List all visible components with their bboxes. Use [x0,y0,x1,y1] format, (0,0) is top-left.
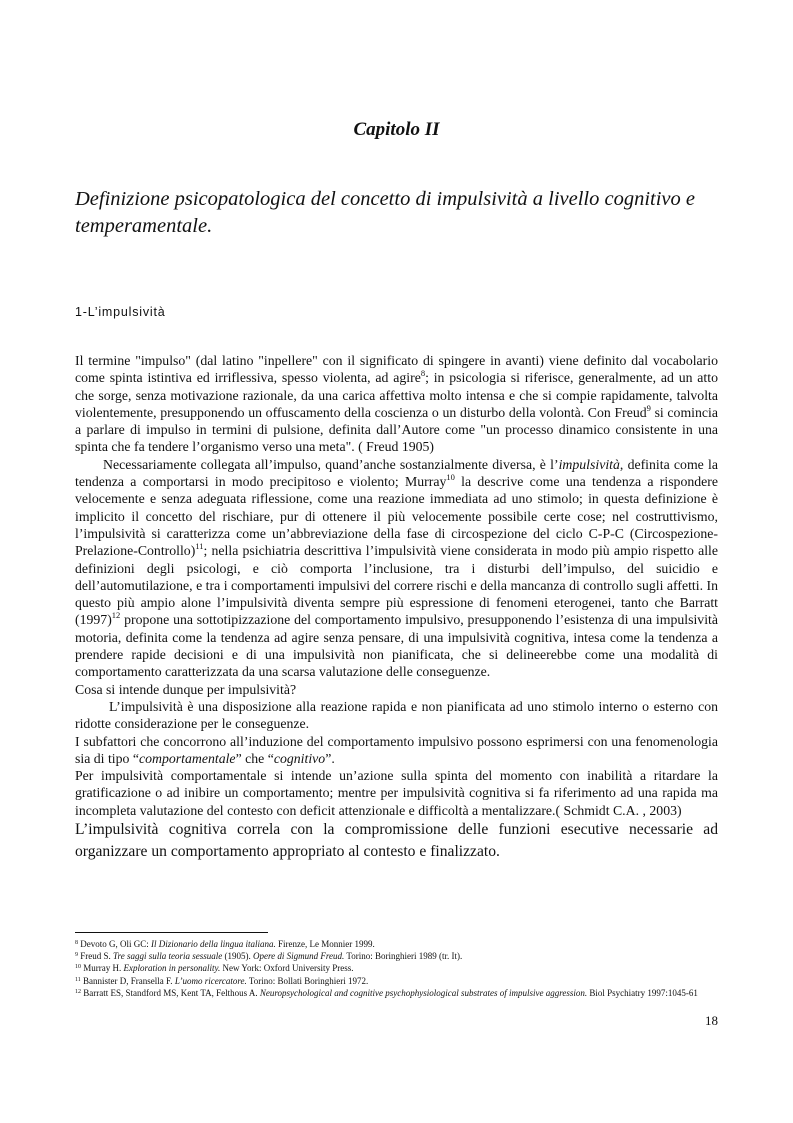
footnote-number: 9 [75,952,78,959]
body-text [75,352,718,862]
footnote-ref: 10 [446,472,455,483]
emphasis: cognitivo [273,750,326,766]
emphasis: comportamentale [139,750,236,766]
footnote-text: Bannister D, Fransella F. [80,975,175,986]
footnote-text: Devoto G, Oli GC: [78,939,151,949]
footnote-text: Murray H. [81,963,124,974]
footnote-title: Neuropsychological and cognitive psychophysiological substrates of impulsive aggression. [259,987,588,998]
emphasis: impulsività [558,456,620,472]
footnote-title: Opere di Sigmund Freud. [252,951,345,962]
footnote-text: (1905). [222,951,253,962]
footnote-number: 12 [75,988,81,995]
footnote-ref: 9 [646,402,651,413]
paragraph-6: Per impulsività comportamentale si intende un’azione sulla spinta del momento con inabilità a ritardare la gratificazione o ad inibire un comportamento; mentre per impulsività cognitiva si fa riferimento ad una rapida ma incompleta valutazione del contesto con deficit attenzionale e difficoltà a mentalizzare.( Schmidt C.A. , 2003) [75,768,718,818]
footnote-ref: 8 [420,368,426,379]
footnote-text: New York: Oxford University Press. [220,963,354,974]
paragraph-text: ” che “ [235,750,274,766]
footnote-title: L’uomo ricercatore. [174,975,247,986]
footnote-text: Firenze, Le Monnier 1999. [275,939,375,949]
footnote-number: 10 [75,964,81,971]
footnote-10 [75,962,720,974]
footnote-number: 11 [75,976,81,983]
paragraph-7: L’impulsività cognitiva correla con la compromissione delle funzioni esecutive necessarie ad organizzare un comportamento appropriato al contesto e finalizzato. [75,821,718,860]
footnote-ref: 12 [111,610,121,621]
footnote-ref: 11 [195,541,204,552]
paragraph-text: si comincia a parlare di impulso in termini di pulsione, definita dall’Autore come "un processo dinamico consistente in una spinta che fa tendere l’organismo verso una meta". ( Freud 1905) [75,404,718,455]
paragraph-text: ; in psicologia si riferisce, generalmente, ad un atto che sorge, senza motivazione razionale, da una carica affettiva molto intensa e che si compie rapidamente, talvolta violentemente, presupponendo un offuscamento della coscienza o un disturbo della volontà. Con Freud [75,370,718,420]
paragraph-text: , definita come la tendenza a comportarsi in modo precipitoso e violento; Murray [75,456,718,490]
page-number: 18 [705,1013,718,1028]
paragraph-text: I subfattori che concorrono all’induzione del comportamento impulsivo possono esprimersi con una fenomenologia sia di tipo “ [75,733,718,766]
footnote-text: Freud S. [78,951,114,962]
paragraph-text: Necessariamente collegata all’impulso, quand’anche sostanzialmente diversa, è l’ [103,456,559,472]
footnote-text: Torino: Bollati Boringhieri 1972. [246,975,369,986]
footnote-text: Barratt ES, Standford MS, Kent TA, Felthous A. [81,987,260,998]
section-title: Definizione psicopatologica del concetto di impulsività a livello cognitivo e temperamentale. [75,188,695,237]
footnote-11 [75,975,720,987]
footnote-12 [75,987,720,999]
paragraph-5 [75,733,718,768]
footnote-text: Torino: Boringhieri 1989 (tr. It). [344,951,463,962]
paragraph-text: ”. [325,750,335,766]
paragraph-1 [75,352,718,456]
footnote-8 [75,938,720,950]
paragraph-text: Il termine "impulso" (dal latino "inpellere" con il significato di spingere in avanti) viene definito dal vocabolario come spinta istintiva ed irriflessiva, spesso violenta, ad agire [75,353,718,386]
paragraph-4: L’impulsività è una disposizione alla reazione rapida e non pianificata ad uno stimolo interno o esterno con ridotte considerazione per le conseguenze. [75,698,718,732]
footnote-number: 8 [75,940,78,946]
chapter-title: Capitolo II [353,119,440,140]
footnote-title: Il Dizionario della lingua italiana. [151,939,276,949]
footnote-title: Exploration in personality. [123,963,221,974]
footnote-9 [75,950,720,962]
footnote-text: Biol Psychiatry 1997:1045-61 [587,987,698,998]
subsection-title: 1-L’impulsività [75,305,166,319]
footnotes [75,938,720,999]
footnote-divider [75,932,268,933]
paragraph-text: la descrive come una tendenza a rispondere velocemente e senza adeguata riflessione, come una reazione immediata ad uno stimolo; in questa definizione è implicito il concetto del rischiare, pur di ottenere il più velocemente possibile certe cose; nel costruttivismo, l’impulsività si caratterizza come un’abbreviazione della fase di circospezione del ciclo C-P-C (Circospezione-Prelazione-Controllo) [75,474,718,559]
footnote-title: Tre saggi sulla teoria sessuale [113,951,223,962]
paragraph-2 [75,456,718,681]
paragraph-text: ; nella psichiatria descrittiva l’impulsività viene considerata in modo più ampio rispetto alle definizioni degli psicologi, e ciò comporta l’inclusione, tra i disturbi dell’impulso, del suicidio e dell’automutilazione, e tra i comportamenti impulsivi del correre rischi e della mancanza di controllo sugli affetti. In questo più ampio alone l’impulsività diventa sempre più espressione di fenomeni eterogenei, tanto che Barratt (1997) [75,543,718,628]
paragraph-3: Cosa si intende dunque per impulsività? [75,681,297,697]
paragraph-text: propone una sottotipizzazione del comportamento impulsivo, presupponendo l’esistenza di una impulsività motoria, definita come la tendenza ad agire senza pensare, di una impulsività cognitiva, intesa come la tendenza a prendere rapide decisioni e di una impulsività non pianificata, che si delineerebbe come una modalità di comportamento caratterizzata da una scarsa valutazione delle conseguenze. [75,612,718,680]
